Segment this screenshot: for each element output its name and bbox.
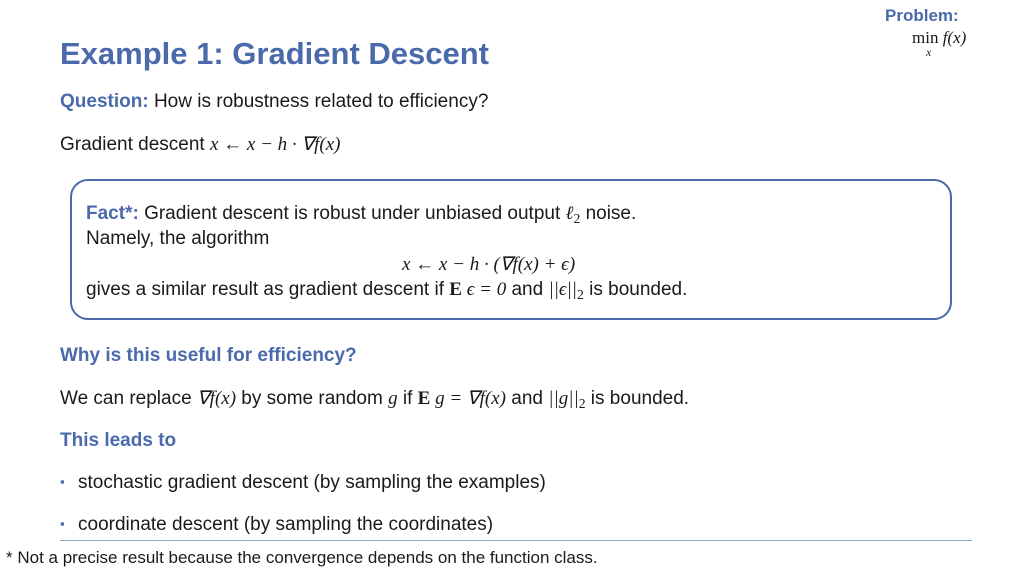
zero-mean-condition: ϵ = 0 (461, 279, 507, 300)
epsilon-norm-subscript: 2 (577, 286, 584, 302)
bullet-text: stochastic gradient descent (by sampling the examples) (78, 472, 546, 493)
ell-symbol: ℓ (565, 203, 574, 224)
unbiased-equation: g = ∇f(x) (430, 388, 507, 409)
fact-line3-text: gives a similar result as gradient descent if (86, 279, 450, 300)
footnote: * Not a precise result because the convergence depends on the function class. (6, 548, 598, 567)
expectation-condition (449, 279, 506, 300)
square-bullet-icon: ▪ (60, 474, 65, 489)
replace-text-5: is bounded. (585, 388, 690, 409)
question-line (60, 91, 488, 113)
fact-and: and (506, 279, 549, 300)
replace-text-2: by some random (236, 388, 389, 409)
footer-divider (60, 540, 972, 541)
fact-line1-end: noise. (580, 203, 637, 224)
leads-heading: This leads to (60, 430, 177, 451)
random-g-symbol: g (388, 388, 398, 409)
why-heading: Why is this useful for efficiency? (60, 345, 357, 366)
fact-line3-end: is bounded. (583, 279, 688, 300)
epsilon-norm-body: ||ϵ|| (548, 279, 578, 300)
replace-text-4: and (506, 388, 549, 409)
gradient-descent-formula: x ← x − h · ∇f(x) (209, 134, 341, 155)
expectation-symbol: E (449, 279, 462, 300)
gradient-descent-line (60, 133, 341, 156)
expectation-symbol-2: E (417, 388, 431, 409)
bullet-text: coordinate descent (by sampling the coordinates) (78, 514, 494, 535)
fact-line-2: Namely, the algorithm (86, 228, 270, 249)
list-item (60, 472, 546, 494)
min-operator: min (912, 28, 939, 47)
gradient-symbol: ∇f(x) (196, 388, 237, 409)
slide-title: Example 1: Gradient Descent (60, 36, 489, 71)
square-bullet-icon: ▪ (60, 516, 65, 531)
min-subscript: x (926, 45, 932, 59)
fact-line-3 (86, 279, 687, 301)
question-text: How is robustness related to efficiency? (148, 91, 489, 112)
g-norm-subscript: 2 (578, 395, 586, 411)
replace-text-1: We can replace (60, 388, 197, 409)
fact-line-1 (86, 203, 636, 225)
fact-label: Fact*: (86, 203, 139, 224)
g-norm (548, 388, 585, 409)
epsilon-norm (548, 279, 583, 300)
gradient-descent-text: Gradient descent (60, 134, 210, 155)
list-item (60, 514, 493, 536)
question-label: Question: (60, 91, 149, 112)
noisy-update-formula: x ← x − h · (∇f(x) + ϵ) (402, 254, 576, 275)
unbiased-condition (418, 388, 506, 409)
problem-formula (912, 28, 992, 59)
replace-text-3: if (397, 388, 418, 409)
fact-text: Gradient descent is robust under unbiased output (138, 203, 566, 224)
l2-symbol (566, 203, 581, 224)
problem-label: Problem: (885, 6, 959, 25)
ell-subscript: 2 (573, 210, 581, 226)
g-norm-body: ||g|| (548, 388, 579, 409)
objective-function: f(x) (942, 28, 967, 47)
replace-line (60, 387, 689, 410)
